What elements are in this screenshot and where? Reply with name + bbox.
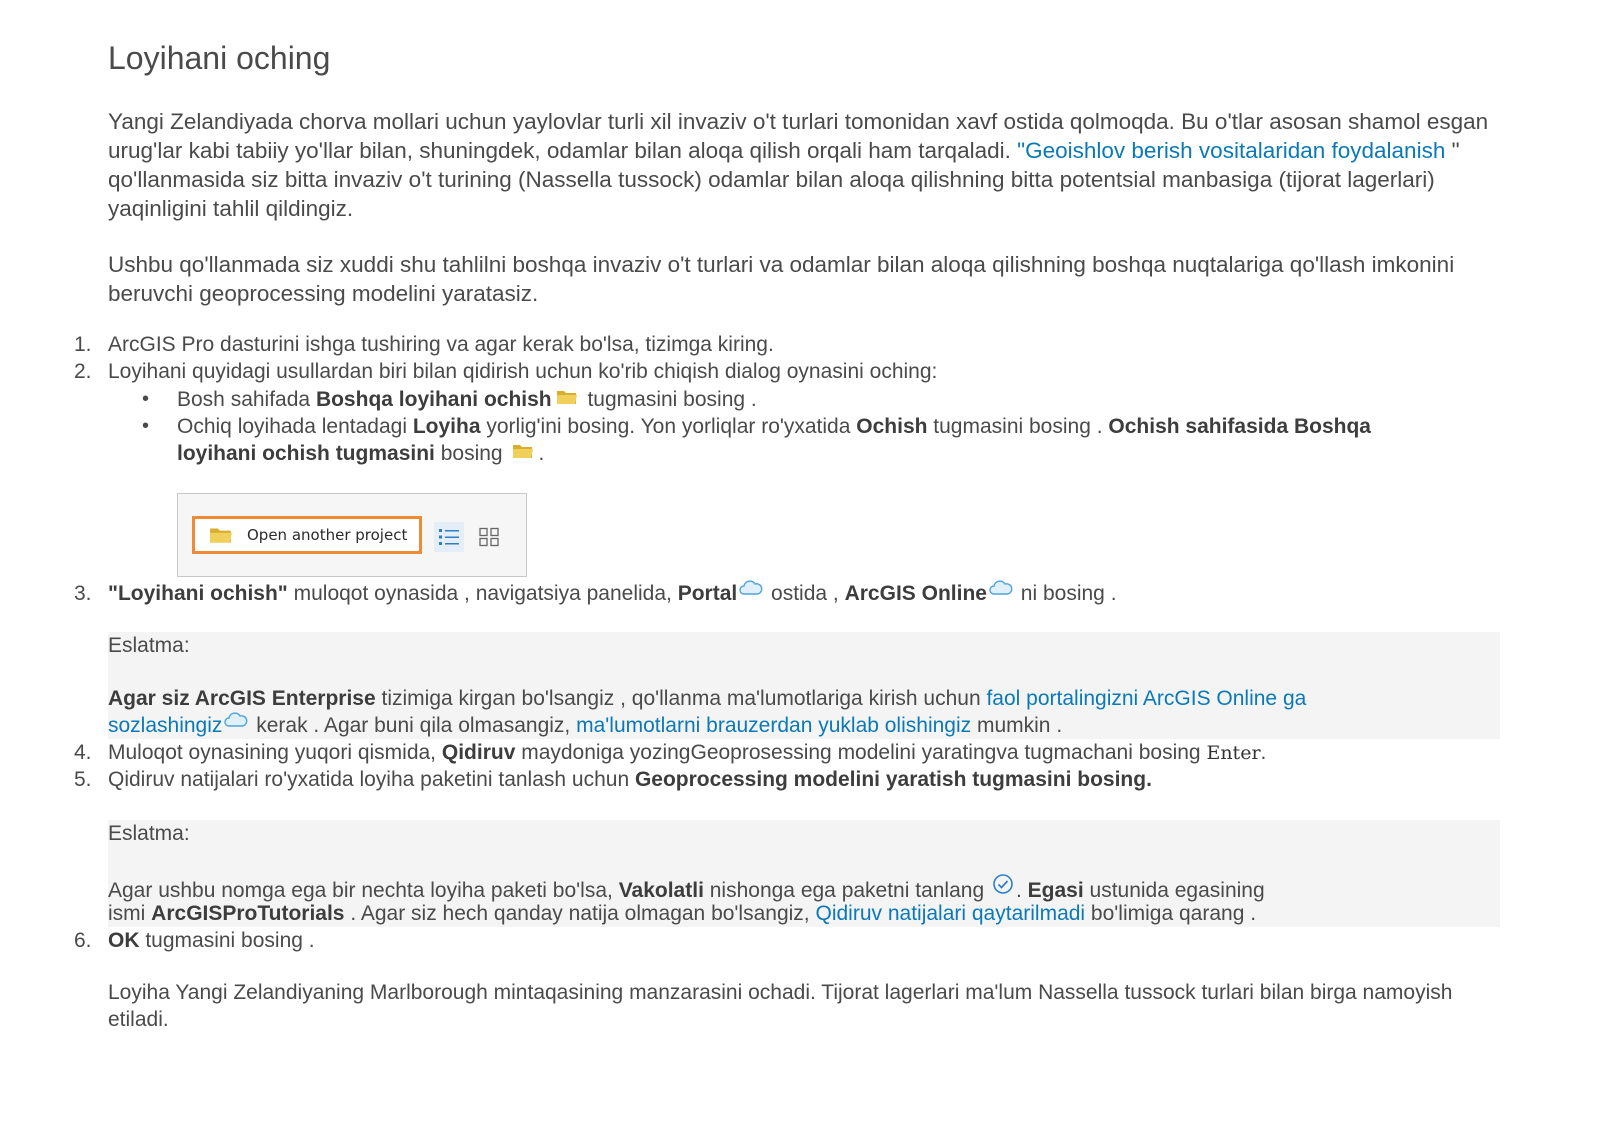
bullet: • xyxy=(142,388,150,410)
note-2-text: ismi xyxy=(108,902,152,925)
step-3-text-part: ni bosing . xyxy=(1014,582,1117,605)
portal-label: Portal xyxy=(677,582,738,605)
project-tab-label: Loyiha xyxy=(412,415,481,438)
note-2-text: bo'limiga qarang . xyxy=(1085,902,1257,925)
create-model-label: Geoprocessing modelini yaratish tugmasini bosing. xyxy=(634,768,1152,791)
arcgis-online-cloud-icon xyxy=(989,580,1013,596)
enter-key: Enter xyxy=(1206,742,1261,764)
intro-text-2: " qo'llanmasida siz bitta invaziv o't turining (Nassella tussock) odamlar bilan aloqa qilishning bitta potentsial manbasiga (tijorat lagerlari) yaqinligini tahlil qildingiz. xyxy=(108,138,1460,221)
folder-icon xyxy=(512,443,534,459)
search-field-label: Qidiruv xyxy=(441,741,516,764)
step-5-text xyxy=(108,766,1152,793)
note-1-text: kerak . Agar buni qila olmasangiz, xyxy=(250,714,577,737)
list-icon xyxy=(438,527,460,547)
folder-icon xyxy=(556,389,578,405)
open-another-project-label: loyihani ochish tugmasini xyxy=(177,442,435,465)
step-2-text: Loyihani quyidagi usullardan biri bilan qidirish uchun ko'rib chiqish dialog oynasini oching: xyxy=(108,360,938,383)
bullet-2-end: . xyxy=(538,442,545,465)
cloud-icon xyxy=(224,712,248,728)
bullet-1-tail: tugmasini bosing . xyxy=(581,388,757,411)
note-label: Eslatma: xyxy=(108,822,190,845)
step-6-text-part: tugmasini bosing . xyxy=(139,929,315,952)
grid-view-button[interactable] xyxy=(474,522,504,552)
page-title: Loyihani oching xyxy=(108,40,331,76)
arcgis-online-label: ArcGIS Online xyxy=(844,582,987,605)
bullet-2-line-1 xyxy=(177,413,1371,440)
list-view-button[interactable] xyxy=(434,522,464,552)
grid-icon xyxy=(478,527,500,547)
download-data-link[interactable]: ma'lumotlarni brauzerdan yuklab olishingiz xyxy=(576,714,972,737)
portal-cloud-icon xyxy=(739,580,763,596)
step-4-text-part: maydoniga yozingGeoprosessing modelini yaratingva tugmachani bosing xyxy=(515,741,1207,764)
arcgis-enterprise-label: Agar siz ArcGIS Enterprise xyxy=(108,687,376,710)
step-3-text-part: ostida , xyxy=(765,582,845,605)
authoritative-check-icon xyxy=(992,873,1014,895)
note-2-text: Agar ushbu nomga ega bir nechta loyiha paketi bo'lsa, xyxy=(108,879,619,902)
intro-paragraph xyxy=(108,107,1508,223)
note-2-text: . xyxy=(1015,879,1028,902)
note-1-line-2 xyxy=(108,712,1062,739)
step-4-end: . xyxy=(1260,741,1267,764)
step-number: 6. xyxy=(74,929,92,952)
folder-icon xyxy=(209,526,233,544)
authoritative-label: Vakolatli xyxy=(618,879,704,902)
step-1-text: ArcGIS Pro dasturini ishga tushiring va agar kerak bo'lsa, tizimga kiring. xyxy=(108,333,774,356)
note-2-line-2 xyxy=(108,900,1256,927)
step-number: 4. xyxy=(74,741,92,764)
no-results-link[interactable]: Qidiruv natijalari qaytarilmadi xyxy=(815,902,1086,925)
step-number: 1. xyxy=(74,333,92,356)
bullet-2-text: Ochiq loyihada lentadagi xyxy=(177,415,413,438)
geoprocessing-tools-link[interactable]: "Geoishlov berish vositalaridan foydalanish xyxy=(1017,138,1446,163)
open-another-project-label: Boshqa loyihani ochish xyxy=(315,388,552,411)
outro-paragraph: Loyiha Yangi Zelandiyaning Marlborough mintaqasining manzarasini ochadi. Tijorat lagerlari ma'lum Nassella tussock turlari bilan birga namoyish etiladi. xyxy=(108,981,1453,1031)
step-number: 2. xyxy=(74,360,92,383)
bullet-2-line-2 xyxy=(177,440,544,467)
bullet: • xyxy=(142,415,150,437)
open-label: Ochish xyxy=(856,415,928,438)
note-label: Eslatma: xyxy=(108,634,190,657)
step-6-text xyxy=(108,927,315,954)
open-project-dialog-label: "Loyihani ochish" xyxy=(108,582,288,605)
note-1-text: tizimiga kirgan bo'lsangiz , qo'llanma ma'lumotlariga kirish uchun xyxy=(375,687,987,710)
bullet-2-text: tugmasini bosing . xyxy=(927,415,1109,438)
configure-portal-link[interactable]: sozlashingiz xyxy=(108,714,223,737)
bullet-1 xyxy=(177,386,757,413)
step-4-text xyxy=(108,739,1266,767)
note-2-text: nishonga ega paketni tanlang xyxy=(703,879,990,902)
step-number: 3. xyxy=(74,582,92,605)
open-page-label: Ochish sahifasida Boshqa xyxy=(1108,415,1371,438)
note-1-line-1 xyxy=(108,685,1306,712)
bullet-2-text: yorlig'ini bosing. Yon yorliqlar ro'yxatida xyxy=(480,415,857,438)
step-4-text-part: Muloqot oynasining yuqori qismida, xyxy=(108,741,442,764)
bullet-2-text: bosing xyxy=(434,442,509,465)
bullet-1-text: Bosh sahifada xyxy=(177,388,316,411)
intro-paragraph-2: Ushbu qo'llanmada siz xuddi shu tahlilni boshqa invaziv o't turlari va odamlar bilan aloqa qilishning boshqa nuqtalariga qo'llash imkonini beruvchi geoprocessing modelini yaratasiz. xyxy=(108,252,1455,306)
owner-label: Egasi xyxy=(1027,879,1084,902)
configure-portal-link[interactable]: faol portalingizni ArcGIS Online ga xyxy=(986,687,1307,710)
owner-name: ArcGISProTutorials xyxy=(151,902,345,925)
step-3-text-part: muloqot oynasida , navigatsiya panelida, xyxy=(287,582,678,605)
ui-screenshot xyxy=(177,493,527,577)
step-3-text xyxy=(108,580,1117,607)
step-number: 5. xyxy=(74,768,92,791)
open-another-project-label: Open another project xyxy=(247,526,408,544)
step-5-text-part: Qidiruv natijalari ro'yxatida loyiha paketini tanlash uchun xyxy=(108,768,635,791)
note-2-text: ustunida egasining xyxy=(1083,879,1265,902)
note-2-text: . Agar siz hech qanday natija olmagan bo'lsangiz, xyxy=(344,902,816,925)
intro-text: Yangi Zelandiyada chorva mollari uchun yaylovlar turli xil invaziv o't turlari tomonidan xavf ostida qolmoqda. Bu o'tlar asosan shamol esgan urug'lar kabi tabiiy yo'llar bilan, shuningdek, odamlar bilan aloqa qilish orqali ham tarqaladi. xyxy=(108,109,1489,163)
ok-label: OK xyxy=(108,929,140,952)
note-1-text: mumkin . xyxy=(971,714,1063,737)
open-another-project-button[interactable] xyxy=(192,516,422,554)
